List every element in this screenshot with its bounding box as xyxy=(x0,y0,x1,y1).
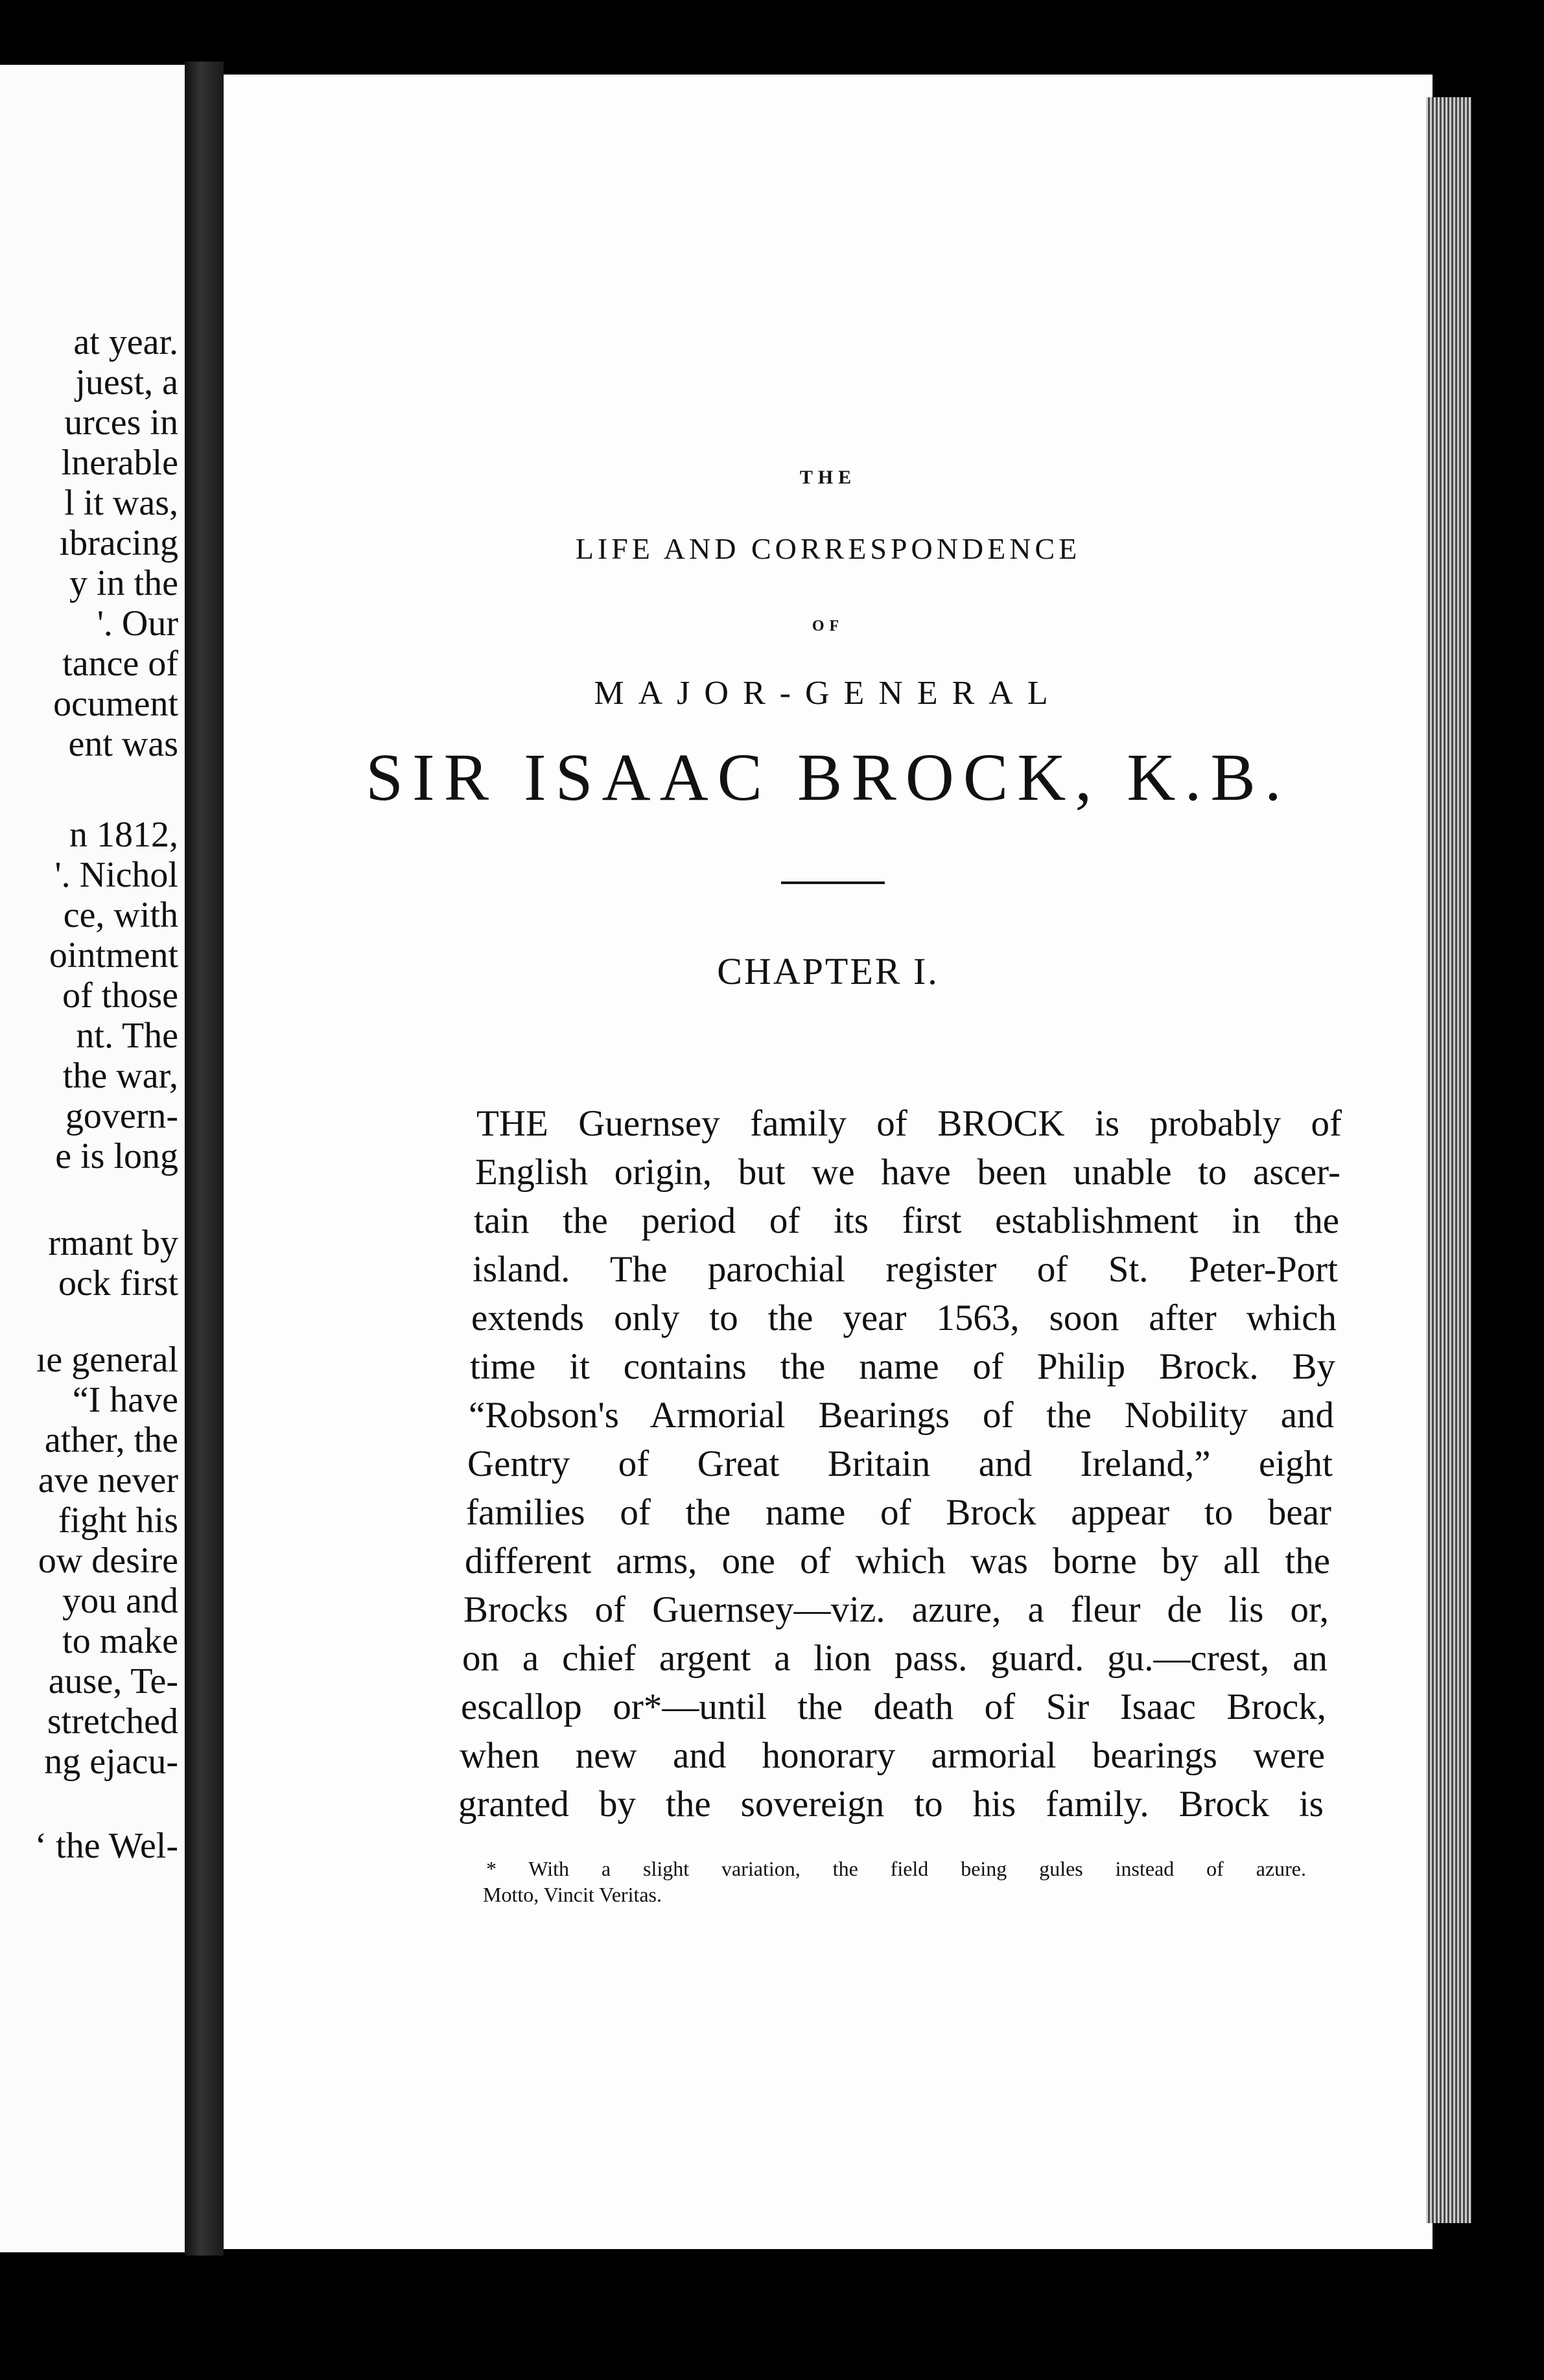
right-page xyxy=(224,75,1433,2249)
left-page-line: to make xyxy=(62,1621,178,1661)
title-rank: MAJOR-GENERAL xyxy=(594,675,1062,712)
left-page-line: the war, xyxy=(62,1056,178,1096)
left-page-line: ıe general xyxy=(36,1340,178,1380)
left-page-line: you and xyxy=(62,1581,178,1621)
body-line: THE Guernsey family of BROCK is probably of xyxy=(476,1103,1342,1144)
left-page-line: fight his xyxy=(58,1500,178,1541)
title-life-and-correspondence: LIFE AND CORRESPONDENCE xyxy=(575,532,1081,565)
chapter-heading: CHAPTER I. xyxy=(717,950,939,992)
body-line: families of the name of Brock appear to bear xyxy=(466,1492,1331,1533)
book-gutter xyxy=(185,62,224,2256)
body-line: Brocks of Guernsey—viz. azure, a fleur de lis or, xyxy=(463,1589,1329,1630)
left-page-line: ointment xyxy=(49,935,178,975)
left-page-line: e is long xyxy=(55,1136,178,1176)
left-page-line: l it was, xyxy=(64,483,178,523)
left-page-line: at year. xyxy=(73,322,178,362)
body-line: when new and honorary armorial bearings were xyxy=(460,1735,1325,1776)
left-page-line: urces in xyxy=(64,402,178,443)
left-page-line: juest, a xyxy=(75,362,178,402)
title-divider xyxy=(781,881,885,884)
body-line: English origin, but we have been unable to ascer- xyxy=(475,1152,1340,1193)
left-page-line: “I have xyxy=(72,1380,178,1420)
left-page-line: stretched xyxy=(47,1701,178,1742)
left-page-line: ocument xyxy=(53,684,178,724)
footnote-line: * With a slight variation, the field being gules instead of azure. xyxy=(486,1857,1306,1880)
body-line: extends only to the year 1563, soon after which xyxy=(471,1298,1337,1338)
left-page-line: ıbracing xyxy=(59,523,178,563)
left-page-line: ave never xyxy=(38,1460,178,1500)
left-page-line: ce, with xyxy=(63,895,178,935)
left-page-line: ent was xyxy=(68,724,178,764)
body-line: island. The parochial register of St. Peter-Port xyxy=(473,1249,1338,1290)
left-page-line: ock first xyxy=(58,1263,178,1303)
body-line: on a chief argent a lion pass. guard. gu.—crest, an xyxy=(462,1638,1328,1679)
left-page-line: '. Nichol xyxy=(54,855,178,895)
left-page-line: ‘ the Wel- xyxy=(34,1826,178,1866)
left-page-line: nt. The xyxy=(76,1016,178,1056)
title-of: OF xyxy=(812,618,845,635)
body-line: time it contains the name of Philip Brock. By xyxy=(470,1346,1335,1387)
left-page-line: n 1812, xyxy=(69,815,178,855)
left-page-line: of those xyxy=(62,975,178,1016)
body-line: different arms, one of which was borne by all the xyxy=(465,1541,1330,1581)
left-page-line: y in the xyxy=(69,563,178,603)
left-page xyxy=(0,65,185,2252)
left-page-line: '. Our xyxy=(97,603,178,644)
left-page-line: ng ejacu- xyxy=(44,1742,178,1782)
left-page-line: lnerable xyxy=(61,443,178,483)
body-line: “Robson's Armorial Bearings of the Nobility and xyxy=(469,1395,1334,1436)
footnote-line: Motto, Vincit Veritas. xyxy=(483,1883,662,1906)
body-line: escallop or*—until the death of Sir Isaac Brock, xyxy=(461,1686,1326,1727)
left-page-line: ause, Te- xyxy=(48,1661,178,1701)
left-page-line: rmant by xyxy=(48,1223,178,1263)
left-page-line: ow desire xyxy=(38,1541,178,1581)
left-page-line: govern- xyxy=(65,1096,178,1136)
left-page-line: ather, the xyxy=(44,1420,178,1460)
body-line: granted by the sovereign to his family. Brock is xyxy=(458,1784,1324,1825)
body-line: tain the period of its first establishment in the xyxy=(474,1200,1339,1241)
title-name: SIR ISAAC BROCK, K.B. xyxy=(366,740,1291,815)
left-page-line: tance of xyxy=(62,644,178,684)
title-the: THE xyxy=(799,467,857,488)
page-edges xyxy=(1426,97,1471,2223)
body-line: Gentry of Great Britain and Ireland,” eight xyxy=(467,1443,1333,1484)
